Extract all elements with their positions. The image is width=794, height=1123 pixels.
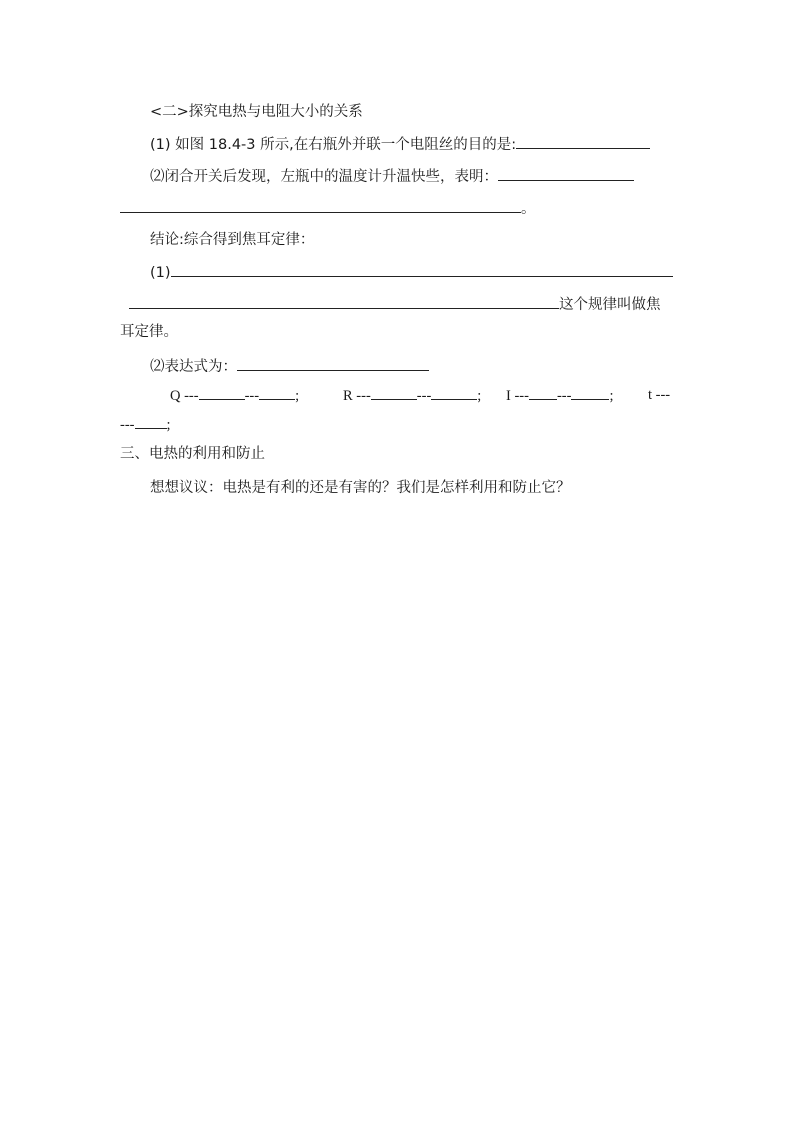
section3-discussion: 想想议议：电热是有利的还是有害的？我们是怎样利用和防止它？ bbox=[150, 480, 571, 496]
question-1-text: (1) 如图 18.4-3 所示,在右瓶外并联一个电阻丝的目的是: bbox=[150, 137, 517, 153]
symbol-t-continued bbox=[120, 414, 171, 435]
conclusion-item-1-blank[interactable] bbox=[171, 262, 673, 277]
conclusion-item-1-prefix: (1) bbox=[150, 265, 171, 281]
section2-heading: <二>探究电热与电阻大小的关系 bbox=[150, 104, 363, 120]
symbol-i-blank-1[interactable] bbox=[529, 385, 557, 400]
symbol-r-blank-2[interactable] bbox=[431, 385, 477, 400]
symbol-q bbox=[170, 385, 299, 406]
symbol-q-blank-1[interactable] bbox=[199, 385, 245, 400]
conclusion-item-2-text: ⑵表达式为： bbox=[150, 359, 237, 375]
symbol-r-label: R --- bbox=[343, 388, 371, 404]
symbol-t-label: t --- bbox=[648, 387, 671, 403]
question-2-continued bbox=[120, 198, 536, 219]
question-2 bbox=[150, 166, 634, 187]
symbol-t-semicolon: ; bbox=[166, 417, 171, 433]
symbol-q-sep: --- bbox=[244, 388, 260, 404]
question-2-blank[interactable] bbox=[498, 166, 634, 181]
symbol-i-label: I --- bbox=[506, 388, 529, 404]
question-1 bbox=[150, 134, 650, 155]
section3-heading: 三、电热的利用和防止 bbox=[120, 446, 265, 462]
symbol-i-blank-2[interactable] bbox=[571, 385, 609, 400]
symbol-r-semicolon: ; bbox=[477, 388, 482, 404]
symbol-q-blank-2[interactable] bbox=[259, 385, 295, 400]
symbol-t-wrap: --- bbox=[120, 417, 135, 433]
conclusion-title: 结论:综合得到焦耳定律： bbox=[150, 232, 315, 248]
symbol-i bbox=[506, 385, 613, 406]
question-2-text: ⑵闭合开关后发现，左瓶中的温度计升温快些，表明： bbox=[150, 169, 498, 185]
expression-blank[interactable] bbox=[237, 356, 429, 371]
question-1-blank[interactable] bbox=[516, 134, 650, 149]
conclusion-item-2 bbox=[150, 356, 429, 377]
symbol-r bbox=[343, 385, 481, 406]
conclusion-item-1-continued bbox=[129, 294, 661, 315]
symbol-i-sep: --- bbox=[556, 388, 572, 404]
question-2-blank-line2[interactable] bbox=[120, 198, 521, 213]
symbol-t-blank[interactable] bbox=[135, 414, 167, 429]
symbol-t bbox=[648, 385, 670, 405]
conclusion-item-1 bbox=[150, 262, 673, 283]
symbol-q-label: Q --- bbox=[170, 388, 199, 404]
conclusion-item-1-suffix: 这个规律叫做焦 bbox=[559, 297, 661, 313]
symbol-q-semicolon: ; bbox=[295, 388, 300, 404]
conclusion-item-1-wrap: 耳定律。 bbox=[120, 324, 178, 340]
symbol-i-semicolon: ; bbox=[609, 388, 614, 404]
symbol-r-sep: --- bbox=[416, 388, 432, 404]
conclusion-item-1-blank-line2[interactable] bbox=[129, 294, 559, 309]
symbol-r-blank-1[interactable] bbox=[371, 385, 417, 400]
question-2-end: 。 bbox=[521, 201, 536, 217]
